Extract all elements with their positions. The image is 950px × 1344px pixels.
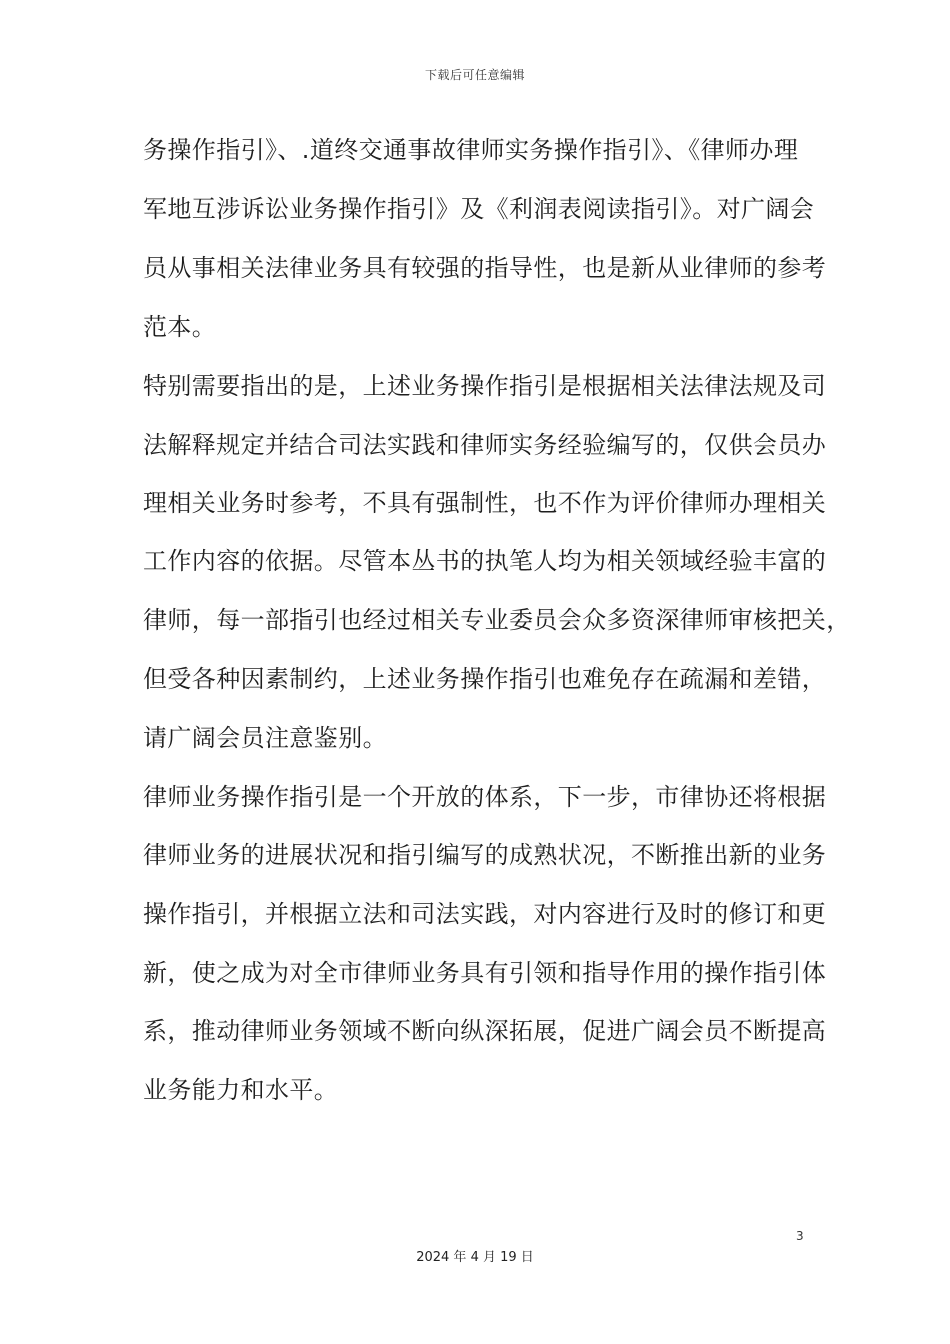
body-line: 但受各种因素制约，上述业务操作指引也难免存在疏漏和差错， bbox=[143, 665, 827, 693]
body-line: 操作指引，并根据立法和司法实践，对内容进行及时的修订和更 bbox=[143, 900, 827, 928]
body-line: 系，推动律师业务领域不断向纵深拓展，促进广阔会员不断提高 bbox=[143, 1017, 827, 1045]
page-number: 3 bbox=[796, 1229, 804, 1243]
body-line: 律师业务的进展状况和指引编写的成熟状况，不断推出新的业务 bbox=[143, 841, 827, 869]
footer-date: 2024 年 4 月 19 日 bbox=[416, 1250, 534, 1265]
header-note: 下载后可任意编辑 bbox=[424, 68, 525, 82]
body-line: 员从事相关法律业务具有较强的指导性，也是新从业律师的参考 bbox=[143, 254, 827, 282]
body-line: 法解释规定并结合司法实践和律师实务经验编写的，仅供会员办 bbox=[143, 431, 827, 459]
body-line: 业务能力和水平。 bbox=[143, 1076, 339, 1104]
body-line: 范本。 bbox=[143, 313, 217, 341]
body-line: 军地互涉诉讼业务操作指引》及《利润表阅读指引》。对广阔会 bbox=[143, 195, 815, 223]
body-line: 理相关业务时参考，不具有强制性，也不作为评价律师办理相关 bbox=[143, 489, 827, 517]
body-line: 请广阔会员注意鉴别。 bbox=[143, 724, 387, 752]
body-line: 新，使之成为对全市律师业务具有引领和指导作用的操作指引体 bbox=[143, 959, 827, 987]
body-line: 特别需要指出的是，上述业务操作指引是根据相关法律法规及司 bbox=[143, 372, 827, 400]
body-line: 工作内容的依据。尽管本丛书的执笔人均为相关领域经验丰富的 bbox=[143, 547, 827, 575]
body-line: 律师，每一部指引也经过相关专业委员会众多资深律师审核把关， bbox=[143, 606, 851, 634]
body-line: 律师业务操作指引是一个开放的体系，下一步，市律协还将根据 bbox=[143, 783, 827, 811]
body-line: 务操作指引》、.道终交通事故律师实务操作指引》、《律师办理 bbox=[143, 136, 799, 164]
